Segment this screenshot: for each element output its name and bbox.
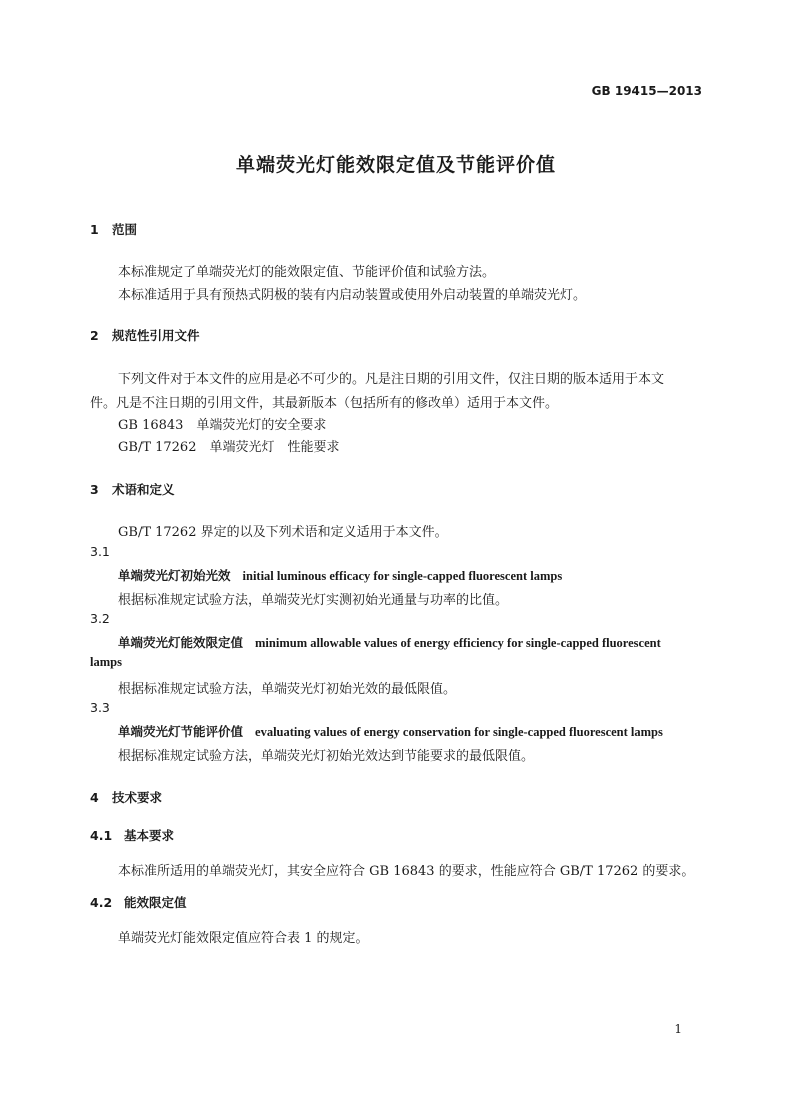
term-number: 3.3: [90, 700, 110, 715]
paragraph-line: 下列文件对于本文件的应用是必不可少的。凡是注日期的引用文件，仅注日期的版本适用于本文: [118, 372, 665, 387]
subsection-4-2-heading: [90, 893, 187, 911]
subsection-4-1-heading: [90, 826, 174, 844]
subsection-number: 4.2: [90, 895, 113, 910]
term-zh: 单端荧光灯节能评价值: [118, 724, 244, 739]
section-number: 3: [90, 482, 99, 497]
section-number: 4: [90, 790, 99, 805]
paragraph: 单端荧光灯能效限定值应符合表 1 的规定。: [118, 931, 369, 946]
reference-item: GB 16843 单端荧光灯的安全要求: [118, 418, 327, 433]
subsection-title: 能效限定值: [124, 895, 187, 910]
section-number: 2: [90, 328, 99, 343]
section-title: 规范性引用文件: [112, 328, 200, 343]
paragraph: GB/T 17262 界定的以及下列术语和定义适用于本文件。: [118, 525, 448, 540]
term-definition: 根据标准规定试验方法，单端荧光灯实测初始光通量与功率的比值。: [118, 593, 509, 608]
term-zh: 单端荧光灯初始光效: [118, 568, 231, 583]
term-definition: 根据标准规定试验方法，单端荧光灯初始光效达到节能要求的最低限值。: [118, 749, 535, 764]
term-en: evaluating values of energy conservation for single-capped fluorescent lamps: [255, 725, 663, 739]
term-zh: 单端荧光灯能效限定值: [118, 635, 244, 650]
term-en: initial luminous efficacy for single-capped fluorescent lamps: [242, 569, 563, 583]
paragraph: 本标准规定了单端荧光灯的能效限定值、节能评价值和试验方法。: [118, 265, 496, 280]
term-number: 3.1: [90, 544, 110, 559]
standard-number: GB 19415—2013: [591, 84, 702, 98]
subsection-number: 4.1: [90, 828, 113, 843]
section-2-heading: [90, 326, 200, 344]
term-definition: 根据标准规定试验方法，单端荧光灯初始光效的最低限值。: [118, 682, 457, 697]
section-3-heading: [90, 480, 175, 498]
reference-item: GB/T 17262 单端荧光灯 性能要求: [118, 440, 340, 455]
paragraph-line: 件。凡是不注日期的引用文件，其最新版本（包括所有的修改单）适用于本文件。: [90, 396, 559, 411]
term-heading: [118, 722, 663, 740]
subsection-title: 基本要求: [124, 828, 175, 843]
document-title: 单端荧光灯能效限定值及节能评价值: [235, 154, 556, 176]
section-title: 术语和定义: [112, 482, 175, 497]
section-number: 1: [90, 222, 99, 237]
term-number: 3.2: [90, 611, 110, 626]
paragraph: 本标准适用于具有预热式阴极的装有内启动装置或使用外启动装置的单端荧光灯。: [118, 288, 587, 303]
term-en-continued: lamps: [90, 655, 122, 669]
section-4-heading: [90, 788, 162, 806]
term-en: minimum allowable values of energy efficiency for single-capped fluorescent: [255, 636, 661, 650]
paragraph: 本标准所适用的单端荧光灯，其安全应符合 GB 16843 的要求，性能应符合 GB/T 17262 的要求。: [118, 864, 695, 879]
section-title: 技术要求: [112, 790, 163, 805]
section-title: 范围: [112, 222, 138, 237]
term-heading: [118, 566, 562, 584]
page-number: 1: [674, 1022, 682, 1036]
section-1-heading: [90, 220, 137, 238]
term-heading: [118, 633, 661, 651]
